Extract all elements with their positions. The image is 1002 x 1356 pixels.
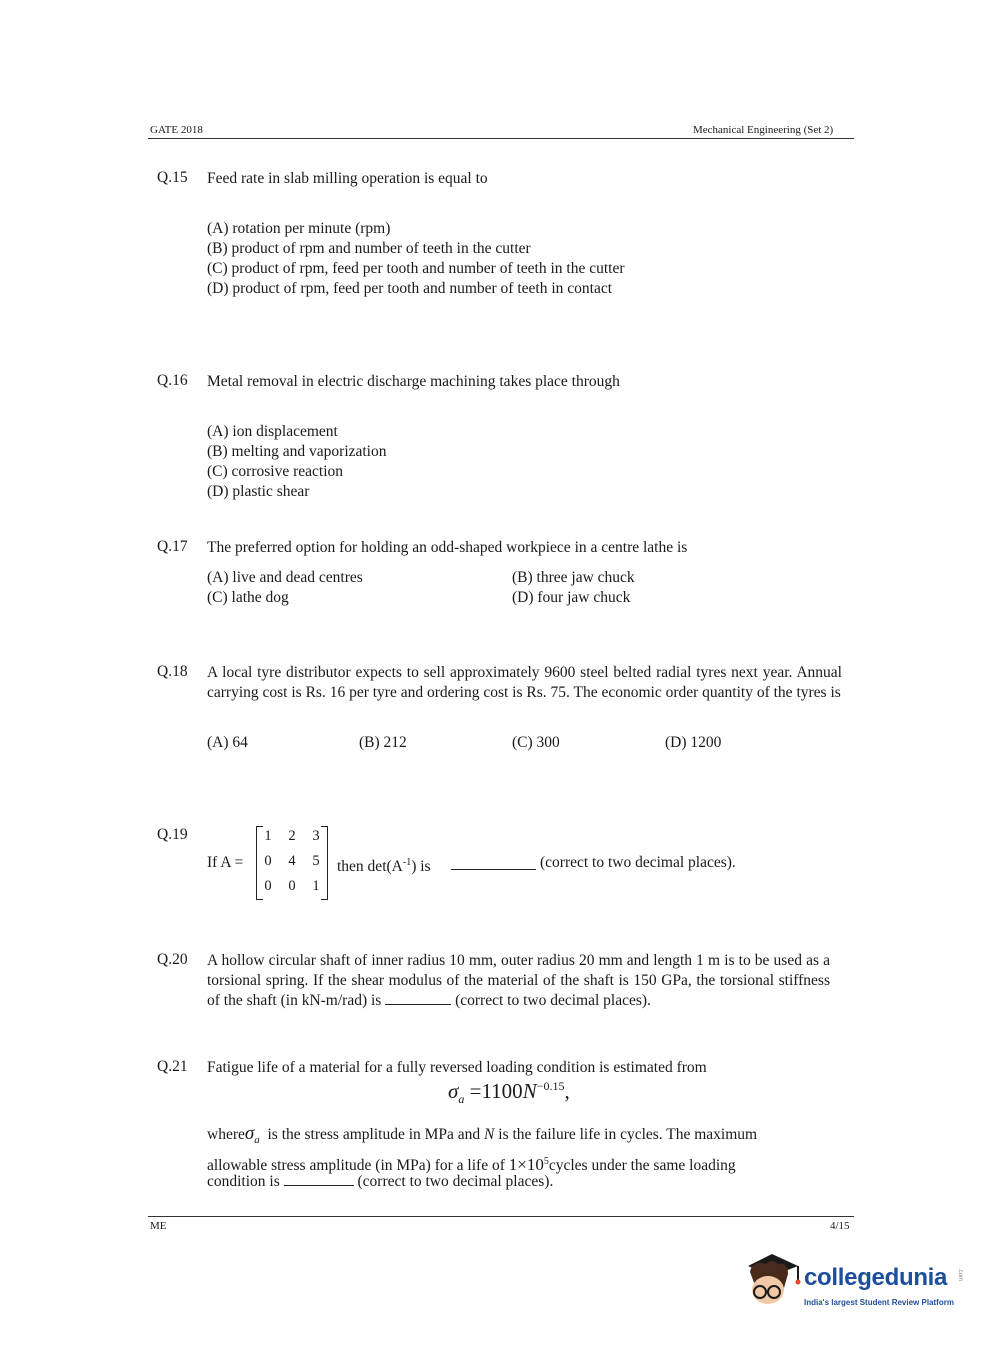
where-text: where [207,1126,245,1143]
q16-text: Metal removal in electric discharge machining takes place through [207,373,620,390]
q19-answer-blank [451,857,536,870]
q16-number: Q.16 [157,372,188,389]
collegedunia-mascot-icon [742,1250,804,1312]
q19-det-text: then det(A [337,858,403,876]
line3-text: condition is [207,1173,280,1190]
q18-text: A local tyre distributor expects to sell approximately 9600 steel belted radial tyres next year. Annual carrying cost is Rs. 16 per tyre and ordering cost is Rs. 75. The economic order quantity of the tyres is [207,664,842,701]
q16-option-d: (D) plastic shear [207,483,310,500]
matrix-cell: 2 [288,828,296,844]
line2-value: 1×10 [508,1155,544,1175]
q19-middle [337,853,431,877]
q15-option-c: (C) product of rpm, feed per tooth and number of teeth in the cutter [207,260,625,277]
q19-matrix [256,826,328,898]
eq-n: N [522,1079,537,1103]
footer-right: 4/15 [830,1220,850,1232]
q15-option-a: (A) rotation per minute (rpm) [207,220,391,237]
matrix-cell: 0 [288,878,296,894]
q21-number: Q.21 [157,1058,188,1075]
q18-option-d: (D) 1200 [665,734,722,751]
header-rule [148,138,854,139]
footer-left: ME [150,1220,167,1232]
line2-exponent: 5 [543,1156,549,1167]
collegedunia-tagline: India's largest Student Review Platform [804,1298,954,1307]
q20-text-before: A hollow circular shaft of inner radius 10 mm, outer radius 20 mm and length 1 m is to be used as a torsional spring. If the shear modulus of the material of the shaft is 150 GPa, the torsional stiffness of the shaft (in kN-m/rad) is [207,952,830,1009]
line3-end-text: (correct to two decimal places). [357,1173,554,1190]
q17-option-b: (B) three jaw chuck [512,569,635,586]
q17-option-a: (A) live and dead centres [207,569,363,586]
collegedunia-brand: collegedunia [804,1264,948,1291]
matrix-cell: 3 [312,828,320,844]
header-right: Mechanical Engineering (Set 2) [693,124,834,136]
eq-sigma: σ [448,1079,459,1103]
q20-text [207,951,830,1011]
matrix-cell: 4 [288,853,296,869]
q15-option-d: (D) product of rpm, feed per tooth and number of teeth in contact [207,280,613,297]
q21-answer-blank [284,1173,354,1186]
q17-option-c: (C) lathe dog [207,589,289,606]
q19-prefix: If A = [207,854,244,871]
matrix-cell: 0 [264,853,272,869]
footer-rule [148,1216,854,1217]
q18-option-b: (B) 212 [359,734,407,751]
q19-suffix: (correct to two decimal places). [540,854,736,871]
q17-number: Q.17 [157,538,188,555]
q15-option-b: (B) product of rpm and number of teeth in the cutter [207,240,531,257]
where-stress-text: is the stress amplitude in MPa and [267,1126,481,1143]
q21-where-line [207,1124,757,1150]
matrix-cell: 0 [264,878,272,894]
eq-comma: , [564,1079,570,1103]
q20-text-after: (correct to two decimal places). [455,992,651,1009]
q18-number: Q.18 [157,663,188,680]
matrix-cell: 1 [312,878,320,894]
where-n: N [484,1126,495,1143]
eq-exponent: −0.15 [536,1079,565,1093]
q19-det-superscript: -1 [402,857,412,868]
eq-constant: =1100 [469,1079,523,1103]
line2-end-text: cycles under the same loading [548,1157,736,1175]
eq-subscript: a [458,1092,465,1107]
q17-option-d: (D) four jaw chuck [512,589,631,606]
q18-option-a: (A) 64 [207,734,248,751]
q19-number: Q.19 [157,826,188,843]
q16-option-b: (B) melting and vaporization [207,443,387,460]
where-sigma: σ [244,1123,255,1144]
q16-option-c: (C) corrosive reaction [207,463,343,480]
q15-text: Feed rate in slab milling operation is equal to [207,170,488,187]
matrix-cell: 1 [264,828,272,844]
collegedunia-dotcom: .com [957,1268,963,1282]
q16-option-a: (A) ion displacement [207,423,338,440]
line2-text: allowable stress amplitude (in MPa) for a life of [207,1157,505,1175]
where-end-text: is the failure life in cycles. The maximum [498,1126,758,1143]
q21-equation [448,1079,570,1107]
matrix-cell: 5 [312,853,320,869]
q20-answer-blank [385,992,451,1005]
q18-option-c: (C) 300 [512,734,560,751]
q20-number: Q.20 [157,951,188,968]
q17-text: The preferred option for holding an odd-shaped workpiece in a centre lathe is [207,539,688,556]
q21-text: Fatigue life of a material for a fully reversed loading condition is estimated from [207,1059,707,1076]
q15-number: Q.15 [157,169,188,186]
where-subscript: a [254,1134,260,1147]
header-left: GATE 2018 [150,124,203,136]
q19-det-end: ) is [411,858,431,876]
q21-line3 [207,1172,553,1192]
